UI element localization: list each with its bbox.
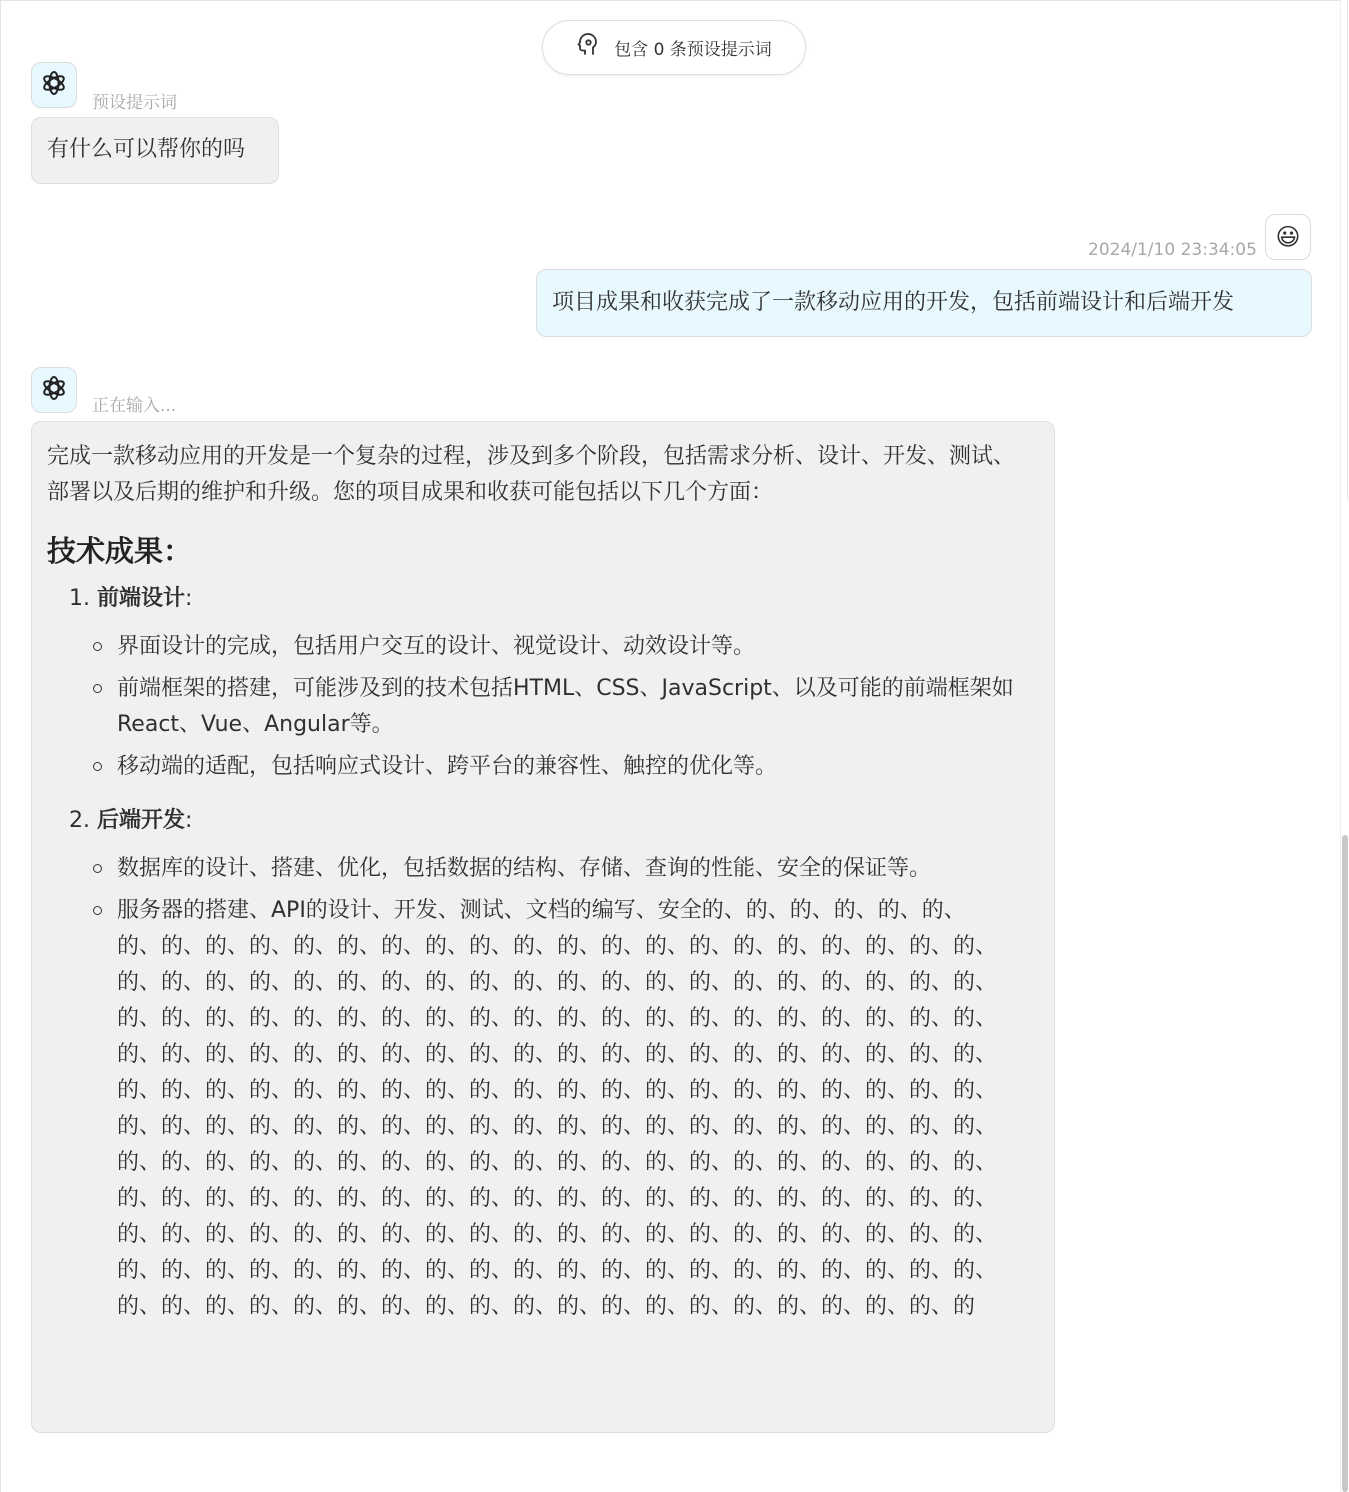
- bullet-circle-icon: [93, 906, 102, 915]
- section-number: 2.: [69, 808, 90, 833]
- preset-prompts-label: 包含 0 条预设提示词: [614, 40, 772, 60]
- list-item: [117, 851, 1032, 887]
- section-number: 1.: [69, 586, 90, 611]
- bullet-circle-icon: [93, 762, 102, 771]
- section-title: 前端设计: [97, 586, 186, 611]
- section-title: 后端开发: [97, 808, 186, 833]
- section-list: [47, 581, 1032, 1325]
- assistant-message-bubble: [31, 421, 1055, 1433]
- window-top-border: [0, 0, 1349, 1]
- scrollbar-track-mark: [1341, 0, 1348, 500]
- list-item: [117, 893, 1032, 1325]
- preset-prompts-button[interactable]: [542, 20, 806, 75]
- assistant-intro: 完成一款移动应用的开发是一个复杂的过程，涉及到多个阶段，包括需求分析、设计、开发、测试、部署以及后期的维护和升级。您的项目成果和收获可能包括以下几个方面：: [47, 444, 1016, 505]
- user-message-time: 2024/1/10 23:34:05: [1088, 240, 1257, 260]
- user-avatar: [1265, 214, 1311, 260]
- openai-logo-icon: [37, 66, 71, 104]
- bot-avatar: [31, 62, 77, 108]
- list-item-text: 界面设计的完成，包括用户交互的设计、视觉设计、动效设计等。: [117, 634, 756, 659]
- list-item: [117, 671, 1032, 743]
- brain-icon: [576, 33, 600, 62]
- smiley-emoji-icon: 😃: [1275, 223, 1301, 251]
- scrollbar[interactable]: [1340, 0, 1349, 1492]
- scrollbar-thumb[interactable]: [1342, 835, 1348, 1492]
- system-message-meta: 预设提示词: [92, 93, 177, 113]
- user-message-bubble: [536, 269, 1312, 337]
- list-item-text: 服务器的搭建、API的设计、开发、测试、文档的编写、安全的、的、的、的、的、的、的、的、的、的、的、的、的、的、的、的、的、的、的、的、的、的、的、的、的、的、的、的、的、的、的、的、的、的、的、的、的、的、的、的、的、的、的、的、的、的、的、的、的、的、的、的、的、的、的、的、的、的、的、的、的、的、的、的、的、的、的、的、的、的、的、的、的、的、的、的、的、的、的、的、的、的、的、的、的、的、的、的、的、的、的、的、的、的、的、的、的、的、的、的、的、的、的、的、的、的、的、的、的、的、的、的、的、的、的、的、的、的、的、的、的、的、的、的、的、的、的、的、的、的、的、的、的、的、的、的、的、的、的、的、的、的、的、的、的、的、的、的、的、的、的、的、的、的、的、的、的、的、的、的、的、的、的、的、的、的、的、的、的、的、的、的、的、的、的、的、的、的、的、的、的、的、的、的、的、的、的、的、的、的、的、的、的、的、的、的、的、的、的、的、的、的、的、的、的、的、的、的、的、的、的、的、的、的、的、的、的、的、的、的、的、的、的、的、的、的: [117, 898, 998, 1319]
- backend-items: [69, 851, 1032, 1325]
- system-message-bubble: [31, 117, 279, 184]
- list-item-text: 前端框架的搭建，可能涉及到的技术包括HTML、CSS、JavaScript、以及可能的前端框架如React、Vue、Angular等。: [117, 676, 1014, 737]
- bullet-circle-icon: [93, 642, 102, 651]
- list-item: [117, 629, 1032, 665]
- section-colon: :: [185, 808, 193, 833]
- list-item-text: 移动端的适配，包括响应式设计、跨平台的兼容性、触控的优化等。: [117, 754, 778, 779]
- user-message-text: 项目成果和收获完成了一款移动应用的开发，包括前端设计和后端开发: [552, 290, 1235, 315]
- section-colon: :: [185, 586, 193, 611]
- assistant-heading: 技术成果：: [47, 534, 193, 568]
- assistant-avatar: [31, 367, 77, 413]
- window-left-border: [0, 0, 1, 1492]
- list-item-text: 数据库的设计、搭建、优化，包括数据的结构、存储、查询的性能、安全的保证等。: [117, 856, 932, 881]
- section-backend: [69, 803, 1032, 1325]
- openai-logo-icon: [37, 371, 71, 409]
- bullet-circle-icon: [93, 864, 102, 873]
- assistant-typing-status: 正在输入...: [92, 396, 177, 416]
- list-item: [117, 749, 1032, 785]
- bullet-circle-icon: [93, 684, 102, 693]
- system-message-text: 有什么可以帮你的吗: [47, 137, 246, 162]
- frontend-items: [69, 629, 1032, 785]
- section-frontend: [69, 581, 1032, 785]
